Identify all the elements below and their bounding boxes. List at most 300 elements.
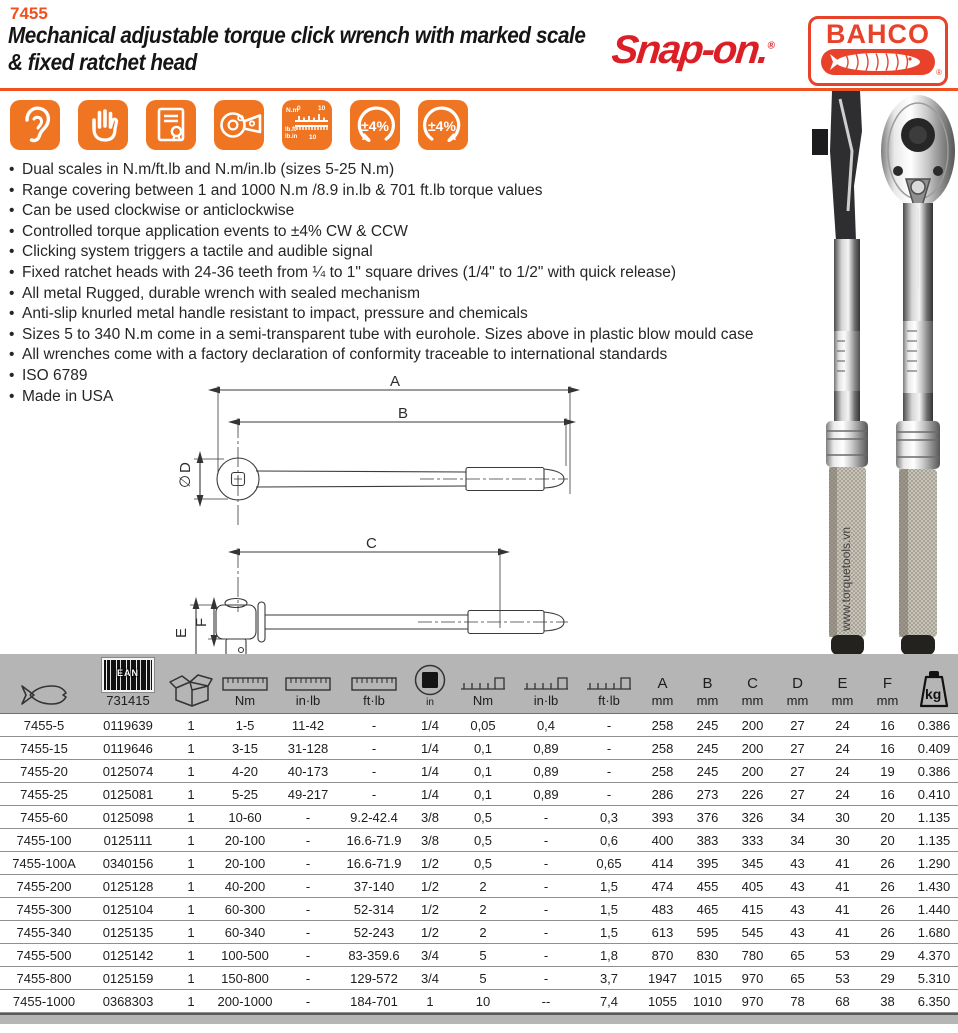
feature-item: • Sizes 5 to 340 N.m come in a semi-transparent tube with eurohole. Sizes above in plastic blow mould case (8, 325, 828, 346)
kg-weight-icon (913, 668, 955, 708)
table-cell: 258 (640, 714, 685, 737)
table-cell: 6.350 (910, 990, 958, 1013)
table-cell: 830 (685, 944, 730, 967)
table-cell: - (276, 806, 340, 829)
table-cell: 1 (408, 990, 452, 1013)
table-cell: - (276, 898, 340, 921)
table-row (0, 944, 958, 967)
table-cell: 1 (168, 806, 214, 829)
table-cell: 20 (865, 806, 910, 829)
table-cell: 7455-500 (0, 944, 88, 967)
table-cell: 200 (730, 714, 775, 737)
table-cell: 34 (775, 829, 820, 852)
hand-icon (78, 100, 128, 150)
col-square-drive: in (408, 654, 452, 714)
table-cell: 0125098 (88, 806, 168, 829)
table-cell: 0,1 (452, 760, 514, 783)
dim-label-a: A (390, 376, 401, 390)
col-dim-b: B mm (685, 654, 730, 714)
table-cell: - (514, 875, 578, 898)
table-cell: 29 (865, 967, 910, 990)
svg-text:N.m: N.m (286, 107, 299, 114)
table-cell: 0,5 (452, 829, 514, 852)
table-cell: 545 (730, 921, 775, 944)
table-cell: 16 (865, 783, 910, 806)
table-cell: 3/4 (408, 944, 452, 967)
table-cell: 0,5 (452, 806, 514, 829)
table-cell: 7,4 (578, 990, 640, 1013)
table-cell: 20-100 (214, 829, 276, 852)
square-drive-icon (410, 664, 450, 696)
table-cell: 333 (730, 829, 775, 852)
table-cell: 20-100 (214, 852, 276, 875)
table-cell: 20 (865, 829, 910, 852)
table-cell: 1/4 (408, 714, 452, 737)
table-cell: 4-20 (214, 760, 276, 783)
table-cell: 2 (452, 898, 514, 921)
dual-scale-icon (282, 100, 332, 150)
table-cell: 7455-25 (0, 783, 88, 806)
feature-item: • ISO 6789 (8, 366, 828, 387)
table-row (0, 990, 958, 1013)
col-dim-f: F mm (865, 654, 910, 714)
col-grad-ftlb: ft·lb (578, 654, 640, 714)
table-cell: 1.290 (910, 852, 958, 875)
table-cell: 393 (640, 806, 685, 829)
table-cell: 24 (820, 783, 865, 806)
table-cell: 258 (640, 760, 685, 783)
table-cell: - (578, 760, 640, 783)
table-cell: 1,5 (578, 921, 640, 944)
table-cell: 7455-5 (0, 714, 88, 737)
table-cell: 26 (865, 898, 910, 921)
table-cell: 414 (640, 852, 685, 875)
table-row (0, 921, 958, 944)
table-cell: 7455-60 (0, 806, 88, 829)
table-cell: 1,5 (578, 875, 640, 898)
table-cell: - (276, 967, 340, 990)
table-cell: 40-200 (214, 875, 276, 898)
table-cell: 1 (168, 714, 214, 737)
fish-icon (18, 682, 70, 708)
table-cell: 53 (820, 944, 865, 967)
table-cell: 10 (452, 990, 514, 1013)
graduation-icon (522, 674, 570, 692)
dim-label-e: E (173, 627, 190, 638)
table-cell: 1.680 (910, 921, 958, 944)
package-icon (168, 672, 214, 708)
table-cell: 0,89 (514, 737, 578, 760)
table-cell: 0125159 (88, 967, 168, 990)
page-title: Mechanical adjustable torque click wrench with marked scale & fixed ratchet head (8, 22, 586, 76)
table-cell: 1055 (640, 990, 685, 1013)
table-cell: 1/4 (408, 737, 452, 760)
watermark: www.torquetools.vn (839, 526, 853, 631)
table-cell: 1947 (640, 967, 685, 990)
table-cell: - (340, 714, 408, 737)
table-cell: - (276, 990, 340, 1013)
table-cell: 2 (452, 875, 514, 898)
feature-item: • Fixed ratchet heads with 24-36 teeth from ¼ to 1" square drives (1/4" to 1/2" with quick release) (8, 263, 828, 284)
table-cell: - (340, 783, 408, 806)
table-cell: 1 (168, 967, 214, 990)
table-cell: 1/4 (408, 783, 452, 806)
accuracy-ccw-icon (350, 100, 400, 150)
table-cell: 24 (820, 760, 865, 783)
table-cell: 3/8 (408, 806, 452, 829)
table-cell: 245 (685, 737, 730, 760)
feature-item: • Controlled torque application events to ±4% CW & CCW (8, 222, 828, 243)
table-cell: 65 (775, 967, 820, 990)
graduation-icon (585, 674, 633, 692)
table-cell: 37-140 (340, 875, 408, 898)
bahco-reg: ® (936, 68, 942, 77)
ean-barcode-icon: EAN (102, 658, 154, 692)
table-cell: -- (514, 990, 578, 1013)
table-cell: 43 (775, 898, 820, 921)
table-cell: 19 (865, 760, 910, 783)
table-cell: 345 (730, 852, 775, 875)
table-cell: - (514, 967, 578, 990)
table-cell: 286 (640, 783, 685, 806)
table-cell: 16 (865, 737, 910, 760)
table-cell: 26 (865, 875, 910, 898)
table-cell: 27 (775, 714, 820, 737)
svg-text:lb.in: lb.in (285, 134, 298, 140)
table-cell: 200 (730, 760, 775, 783)
spec-table-section (0, 654, 958, 1024)
table-cell: 1/2 (408, 921, 452, 944)
table-row (0, 760, 958, 783)
table-cell: - (276, 944, 340, 967)
table-cell: 49-217 (276, 783, 340, 806)
table-cell: 31-128 (276, 737, 340, 760)
dim-label-b: B (398, 405, 409, 422)
table-cell: 0340156 (88, 852, 168, 875)
table-cell: 1 (168, 829, 214, 852)
table-cell: - (276, 829, 340, 852)
table-cell: - (276, 921, 340, 944)
table-cell: 245 (685, 714, 730, 737)
spec-table-body (0, 714, 958, 1013)
table-cell: 258 (640, 737, 685, 760)
table-cell: 24 (820, 714, 865, 737)
svg-text:±4%: ±4% (361, 118, 389, 134)
table-cell: 0.410 (910, 783, 958, 806)
accuracy-cw-icon (418, 100, 468, 150)
table-cell: 7455-15 (0, 737, 88, 760)
table-cell: 226 (730, 783, 775, 806)
table-cell: 200-1000 (214, 990, 276, 1013)
table-cell: 3/8 (408, 829, 452, 852)
col-dim-d: D mm (775, 654, 820, 714)
dim-label-d: D (177, 462, 194, 473)
table-cell: 1-5 (214, 714, 276, 737)
table-bottom-bar (0, 1013, 958, 1024)
feature-item: • Dual scales in N.m/ft.lb and N.m/in.lb (sizes 5-25 N.m) (8, 160, 828, 181)
feature-item: • All metal Rugged, durable wrench with sealed mechanism (8, 284, 828, 305)
table-cell: 0,3 (578, 806, 640, 829)
ruler-icon (221, 676, 269, 692)
table-cell: 43 (775, 921, 820, 944)
table-cell: 27 (775, 783, 820, 806)
table-cell: 780 (730, 944, 775, 967)
table-cell: 383 (685, 829, 730, 852)
table-cell: 11-42 (276, 714, 340, 737)
table-cell: 0125081 (88, 783, 168, 806)
col-range-ftlb: ft·lb (340, 654, 408, 714)
bahco-logo (808, 16, 948, 86)
table-cell: 3-15 (214, 737, 276, 760)
feature-item: • Clicking system triggers a tactile and audible signal (8, 242, 828, 263)
table-cell: 5-25 (214, 783, 276, 806)
table-cell: 52-314 (340, 898, 408, 921)
table-cell: 65 (775, 944, 820, 967)
table-cell: 41 (820, 898, 865, 921)
table-cell: 405 (730, 875, 775, 898)
svg-text:kg: kg (925, 686, 942, 702)
snapon-reg: ® (766, 40, 776, 52)
table-cell: - (514, 852, 578, 875)
feature-item: • Range covering between 1 and 1000 N.m /8.9 in.lb & 701 ft.lb torque values (8, 181, 828, 202)
table-cell: 68 (820, 990, 865, 1013)
bahco-wordmark: BAHCO (826, 19, 930, 49)
certificate-icon (146, 100, 196, 150)
table-cell: 1.430 (910, 875, 958, 898)
table-cell: 483 (640, 898, 685, 921)
table-cell: 30 (820, 829, 865, 852)
table-cell: 41 (820, 852, 865, 875)
table-cell: - (578, 714, 640, 737)
table-cell: 455 (685, 875, 730, 898)
table-cell: 16.6-71.9 (340, 852, 408, 875)
table-cell: - (514, 944, 578, 967)
table-cell: 0,1 (452, 783, 514, 806)
table-cell: 53 (820, 967, 865, 990)
table-cell: 0.386 (910, 760, 958, 783)
table-cell: - (340, 737, 408, 760)
table-cell: 1010 (685, 990, 730, 1013)
ruler-icon (284, 676, 332, 692)
col-ean (88, 654, 168, 714)
feature-item: • Made in USA (8, 387, 828, 408)
table-cell: 16 (865, 714, 910, 737)
table-cell: 970 (730, 967, 775, 990)
col-dim-c: C mm (730, 654, 775, 714)
table-cell: 1 (168, 944, 214, 967)
table-row (0, 737, 958, 760)
table-cell: 0119646 (88, 737, 168, 760)
table-cell: 0125074 (88, 760, 168, 783)
feature-item: • Anti-slip knurled metal handle resistant to impact, pressure and chemicals (8, 304, 828, 325)
table-cell: 27 (775, 737, 820, 760)
table-cell: 52-243 (340, 921, 408, 944)
table-cell: 200 (730, 737, 775, 760)
table-cell: 129-572 (340, 967, 408, 990)
table-cell: 26 (865, 852, 910, 875)
ratchet-head-icon (214, 100, 264, 150)
table-cell: 2 (452, 921, 514, 944)
table-cell: 0125128 (88, 875, 168, 898)
feature-item: • All wrenches come with a factory declaration of conformity traceable to international standards (8, 345, 828, 366)
col-grad-nm: Nm (452, 654, 514, 714)
table-cell: 595 (685, 921, 730, 944)
table-header-row (0, 654, 958, 714)
table-cell: 474 (640, 875, 685, 898)
table-cell: 5 (452, 944, 514, 967)
col-dim-e: E mm (820, 654, 865, 714)
table-cell: 5.310 (910, 967, 958, 990)
table-cell: 1/4 (408, 760, 452, 783)
table-row (0, 875, 958, 898)
table-cell: - (514, 829, 578, 852)
table-cell: 0,4 (514, 714, 578, 737)
table-cell: 43 (775, 875, 820, 898)
table-cell: 5 (452, 967, 514, 990)
table-cell: 60-300 (214, 898, 276, 921)
table-cell: 0.386 (910, 714, 958, 737)
table-cell: 24 (820, 737, 865, 760)
table-cell: 0,05 (452, 714, 514, 737)
table-cell: 1,5 (578, 898, 640, 921)
table-cell: 16.6-71.9 (340, 829, 408, 852)
table-cell: 7455-1000 (0, 990, 88, 1013)
svg-text:10: 10 (318, 105, 326, 112)
ean-number: 731415 (106, 693, 150, 708)
table-cell: 1 (168, 990, 214, 1013)
table-cell: 1015 (685, 967, 730, 990)
table-cell: 400 (640, 829, 685, 852)
table-row (0, 806, 958, 829)
table-cell: 1/2 (408, 875, 452, 898)
col-range-inlb: in·lb (276, 654, 340, 714)
table-cell: 78 (775, 990, 820, 1013)
dim-label-c: C (366, 535, 377, 552)
col-model (0, 654, 88, 714)
table-cell: 1 (168, 875, 214, 898)
table-row (0, 898, 958, 921)
wrench-front-view (881, 95, 955, 655)
table-cell: 40-173 (276, 760, 340, 783)
feature-item: • Can be used clockwise or anticlockwise (8, 201, 828, 222)
table-cell: 43 (775, 852, 820, 875)
table-cell: 83-359.6 (340, 944, 408, 967)
table-row (0, 714, 958, 737)
table-cell: 0,5 (452, 852, 514, 875)
table-cell: 41 (820, 875, 865, 898)
table-cell: 326 (730, 806, 775, 829)
table-cell: 7455-100 (0, 829, 88, 852)
technical-drawing (168, 376, 598, 663)
table-cell: 0125104 (88, 898, 168, 921)
dim-label-f: F (193, 617, 210, 627)
table-cell: 100-500 (214, 944, 276, 967)
col-range-nm: Nm (214, 654, 276, 714)
wrench-side-view (812, 91, 868, 655)
table-cell: 1/2 (408, 898, 452, 921)
table-cell: 1 (168, 760, 214, 783)
table-cell: 395 (685, 852, 730, 875)
table-cell: 26 (865, 921, 910, 944)
table-cell: 1 (168, 783, 214, 806)
table-cell: 30 (820, 806, 865, 829)
table-row (0, 967, 958, 990)
table-cell: - (578, 737, 640, 760)
table-cell: 0,89 (514, 783, 578, 806)
table-cell: 7455-340 (0, 921, 88, 944)
table-cell: 3/4 (408, 967, 452, 990)
svg-text:0: 0 (297, 105, 301, 112)
table-cell: 870 (640, 944, 685, 967)
table-cell: 1/2 (408, 852, 452, 875)
dim-label-dia: ∅ (177, 474, 194, 488)
table-cell: 9.2-42.4 (340, 806, 408, 829)
table-cell: - (514, 921, 578, 944)
bahco-fish-icon (821, 49, 935, 75)
table-cell: 60-340 (214, 921, 276, 944)
table-cell: - (514, 806, 578, 829)
table-cell: 0125135 (88, 921, 168, 944)
table-cell: 184-701 (340, 990, 408, 1013)
table-cell: 3,7 (578, 967, 640, 990)
col-dim-a: A mm (640, 654, 685, 714)
table-cell: 613 (640, 921, 685, 944)
table-cell: 376 (685, 806, 730, 829)
table-cell: 38 (865, 990, 910, 1013)
table-cell: 7455-200 (0, 875, 88, 898)
graduation-icon (459, 674, 507, 692)
table-cell: 465 (685, 898, 730, 921)
table-row (0, 852, 958, 875)
table-row (0, 829, 958, 852)
table-cell: 0125142 (88, 944, 168, 967)
table-cell: 0368303 (88, 990, 168, 1013)
svg-text:10: 10 (309, 134, 317, 141)
table-cell: - (578, 783, 640, 806)
snapon-logo: Snap-on.® (609, 28, 776, 72)
table-cell: 1.135 (910, 829, 958, 852)
ruler-icon (350, 676, 398, 692)
table-cell: - (276, 875, 340, 898)
table-cell: 0125111 (88, 829, 168, 852)
table-cell: 41 (820, 921, 865, 944)
table-cell: 1 (168, 898, 214, 921)
table-cell: 7455-20 (0, 760, 88, 783)
table-cell: 1.135 (910, 806, 958, 829)
table-cell: 7455-100A (0, 852, 88, 875)
table-cell: 34 (775, 806, 820, 829)
table-cell: 7455-800 (0, 967, 88, 990)
table-cell: 245 (685, 760, 730, 783)
table-cell: - (276, 852, 340, 875)
col-grad-inlb: in·lb (514, 654, 578, 714)
table-cell: 1 (168, 921, 214, 944)
table-row (0, 783, 958, 806)
spec-table (0, 654, 958, 1013)
table-cell: 273 (685, 783, 730, 806)
product-code: 7455 (10, 4, 48, 23)
table-cell: 0,89 (514, 760, 578, 783)
table-cell: 4.370 (910, 944, 958, 967)
ear-icon (10, 100, 60, 150)
table-cell: 1 (168, 852, 214, 875)
svg-text:±4%: ±4% (428, 118, 456, 134)
table-cell: - (340, 760, 408, 783)
feature-icon-row (10, 100, 468, 150)
product-photo (810, 91, 958, 668)
table-cell: - (514, 898, 578, 921)
table-cell: 970 (730, 990, 775, 1013)
